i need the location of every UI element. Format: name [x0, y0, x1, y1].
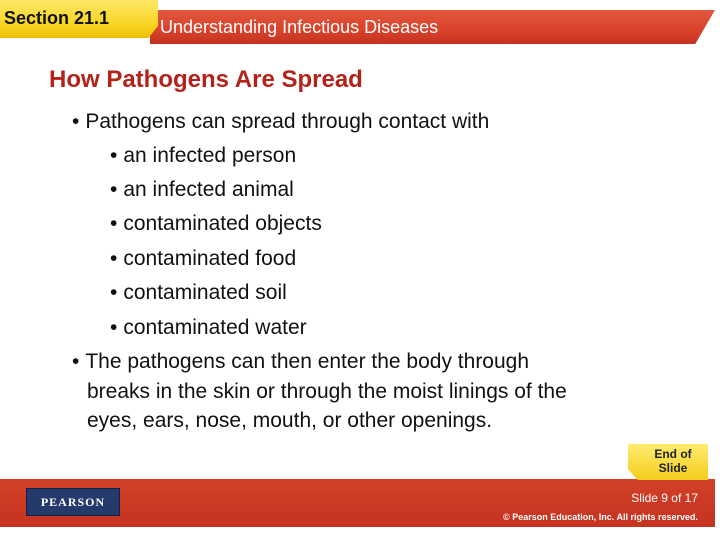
bullet-item [72, 345, 529, 379]
sub-bullet-item [110, 207, 322, 241]
slide-title: How Pathogens Are Spread [49, 66, 363, 93]
bullet-icon: • [110, 247, 118, 270]
sub-bullet-text: contaminated objects [123, 212, 322, 235]
bullet-continuation: eyes, ears, nose, mouth, or other openings. [87, 409, 493, 432]
sub-bullet-item [110, 139, 296, 173]
copyright-notice: © Pearson Education, Inc. All rights reserved. [503, 512, 698, 522]
sub-bullet-text: contaminated water [123, 316, 307, 339]
end-of-slide-label[interactable] [648, 447, 698, 475]
bullet-icon: • [72, 110, 80, 133]
end-of-slide-line1[interactable]: End of [654, 447, 692, 461]
bullet-continuation: breaks in the skin or through the moist linings of the [87, 380, 567, 403]
bullet-icon: • [110, 212, 118, 235]
sub-bullet-text: an infected animal [123, 178, 294, 201]
bullet-icon: • [110, 281, 118, 304]
bullet-text: The pathogens can then enter the body through [85, 350, 530, 373]
bullet-icon: • [110, 144, 118, 167]
end-of-slide-line2[interactable]: Slide [658, 461, 688, 475]
sub-bullet-item [110, 173, 294, 207]
slide-number: Slide 9 of 17 [631, 491, 698, 505]
bullet-icon: • [110, 316, 118, 339]
sub-bullet-item [110, 242, 296, 276]
bullet-icon: • [110, 178, 118, 201]
sub-bullet-text: an infected person [123, 144, 297, 167]
sub-bullet-text: contaminated food [123, 247, 297, 270]
sub-bullet-text: contaminated soil [123, 281, 287, 304]
section-label: Section 21.1 [4, 8, 110, 28]
sub-bullet-item [110, 276, 287, 310]
bullet-item [72, 105, 489, 139]
bullet-text: Pathogens can spread through contact with [85, 110, 490, 133]
chapter-title: Understanding Infectious Diseases [160, 17, 439, 37]
sub-bullet-item [110, 311, 307, 345]
bullet-icon: • [72, 350, 80, 373]
pearson-logo: PEARSON [26, 488, 120, 516]
slide-header [0, 0, 720, 52]
